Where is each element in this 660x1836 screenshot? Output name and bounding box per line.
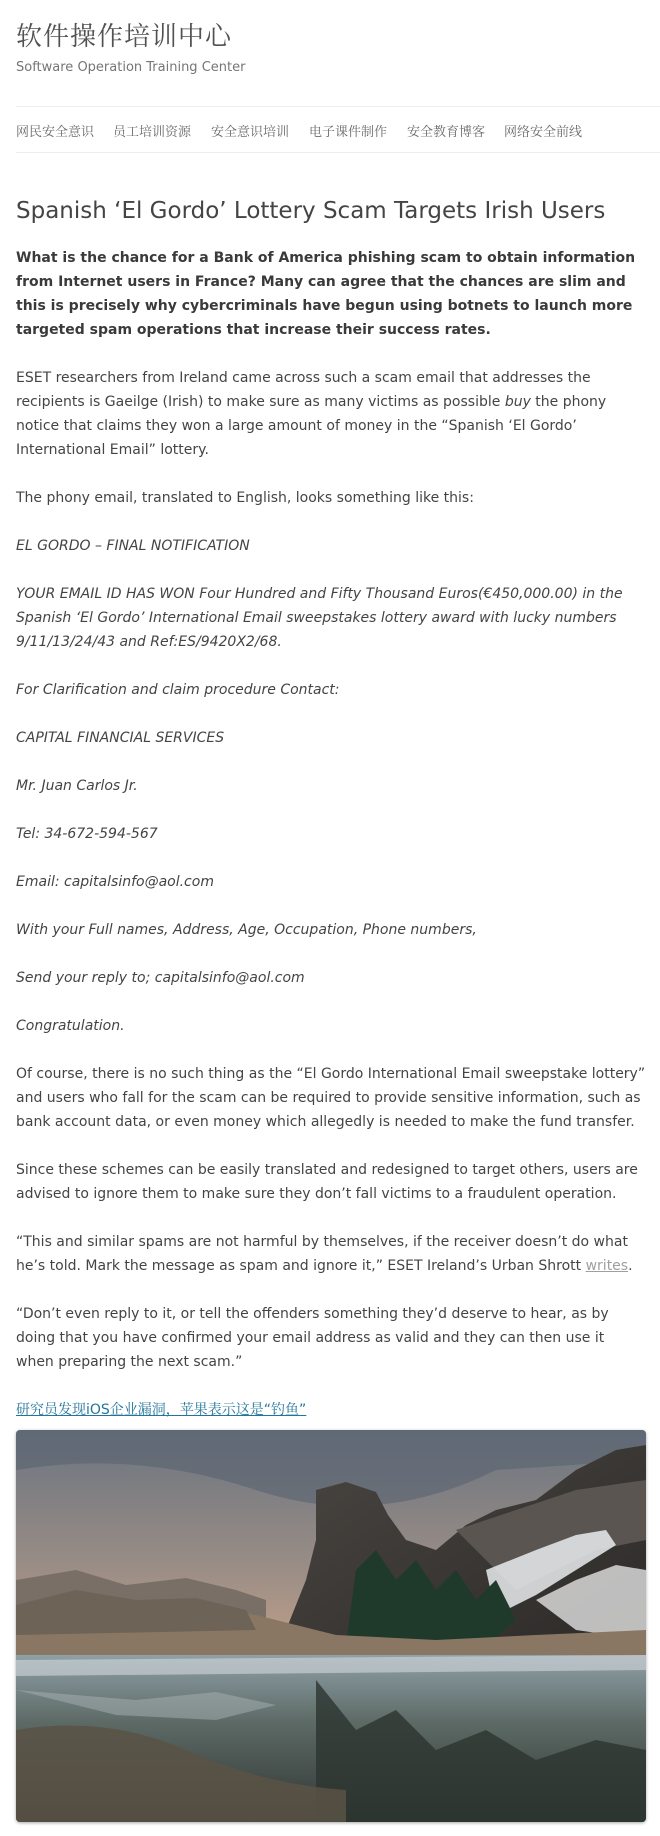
- email-line: CAPITAL FINANCIAL SERVICES: [16, 730, 225, 746]
- email-line: For Clarification and claim procedure Contact:: [16, 682, 340, 698]
- article-lead: What is the chance for a Bank of America phishing scam to obtain information from Internet users in France? Many can agree that the chances are slim and this is precisely why cybercriminals have begun using botnets to launch more targeted spam operations that increase their success rates.: [16, 250, 636, 338]
- article-title: Spanish ‘El Gordo’ Lottery Scam Targets Irish Users: [16, 198, 606, 224]
- nav-item-security-frontline[interactable]: 网络安全前线: [504, 125, 583, 140]
- email-line: EL GORDO – FINAL NOTIFICATION: [16, 538, 250, 554]
- article-paragraph: “Don’t even reply to it, or tell the offenders something they’d deserve to hear, as by doing that you have confirmed your email address as valid and they can then use it when preparing the next scam.”: [16, 1306, 609, 1370]
- email-line: Congratulation.: [16, 1018, 125, 1034]
- nav-item-security-blog[interactable]: 安全教育博客: [407, 125, 486, 140]
- email-line: With your Full names, Address, Age, Occupation, Phone numbers,: [16, 922, 477, 938]
- email-line: Tel: 34-672-594-567: [16, 826, 158, 842]
- article-content: [16, 246, 646, 1446]
- related-post-link[interactable]: 研究员发现iOS企业漏洞，苹果表示这是“钓鱼”: [16, 1402, 307, 1418]
- article-paragraph: Of course, there is no such thing as the “El Gordo International Email sweepstake lottery” and users who fall for the scam can be required to provide sensitive information, such as bank account data, or even money which allegedly is needed to make the fund transfer.: [16, 1066, 646, 1130]
- email-line: Send your reply to; capitalsinfo@aol.com: [16, 970, 305, 986]
- paragraph-text: the phony notice that claims they won a large amount of money in the “Spanish ‘El Gordo’ International Email” lottery.: [16, 394, 607, 458]
- nav-item-courseware[interactable]: 电子课件制作: [309, 125, 388, 140]
- email-line: Mr. Juan Carlos Jr.: [16, 778, 138, 794]
- nav-item-staff-training[interactable]: 员工培训资源: [113, 125, 192, 140]
- paragraph-text: “This and similar spams are not harmful by themselves, if the receiver doesn’t do what he’s told. Mark the message as spam and ignore it,” ESET Ireland’s Urban Shrott: [16, 1234, 628, 1274]
- landscape-illustration: [16, 1430, 646, 1822]
- main-navigation: [16, 106, 660, 153]
- article-paragraph: Since these schemes can be easily translated and redesigned to target others, users are advised to ignore them to make sure they don’t fall victims to a fraudulent operation.: [16, 1162, 638, 1202]
- nav-item-security-awareness[interactable]: 安全意识培训: [211, 125, 290, 140]
- article-paragraph: The phony email, translated to English, looks something like this:: [16, 490, 474, 506]
- paragraph-text: ESET researchers from Ireland came across such a scam email that addresses the recipients is Gaeilge (Irish) to make sure as many victims as possible: [16, 370, 591, 410]
- email-line: YOUR EMAIL ID HAS WON Four Hundred and Fifty Thousand Euros(€450,000.00) in the Spanish ‘El Gordo’ International Email sweepstakes lottery award with lucky numbers 9/11/13/24/43 and Ref:ES/9420X2/68.: [16, 586, 623, 650]
- article-paragraph: [16, 366, 646, 462]
- related-post: [16, 1398, 646, 1422]
- email-line: Email: capitalsinfo@aol.com: [16, 874, 214, 890]
- featured-landscape-image: [16, 1430, 646, 1822]
- site-description: Software Operation Training Center: [16, 60, 246, 75]
- site-title[interactable]: 软件操作培训中心: [16, 22, 233, 52]
- nav-item-netizen-security[interactable]: 网民安全意识: [16, 125, 95, 140]
- writes-link[interactable]: writes: [585, 1258, 629, 1274]
- emphasis-text: buy: [504, 394, 531, 410]
- article-paragraph: [16, 1230, 646, 1278]
- paragraph-text: .: [628, 1258, 633, 1274]
